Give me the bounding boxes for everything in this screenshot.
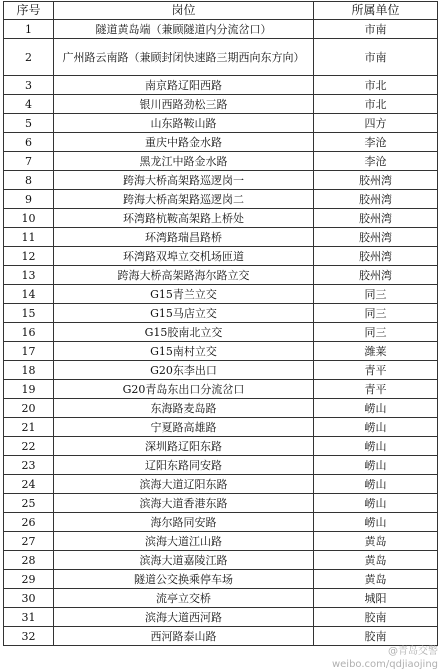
row-unit: 胶州湾 [314,247,438,266]
row-index: 11 [4,228,54,247]
row-post: 广州路云南路（兼顾封闭快速路三期西向东方向） [54,39,314,76]
table-row [4,114,438,133]
row-unit: 崂山 [314,456,438,475]
row-index: 9 [4,190,54,209]
watermark-handle: @青岛交警 [388,646,438,657]
row-post: 隧道黄岛端（兼顾隧道内分流岔口） [54,20,314,39]
row-index: 28 [4,551,54,570]
table-row [4,228,438,247]
row-post: 滨海大道香港东路 [54,494,314,513]
weibo-watermark [332,645,438,671]
table-row [4,152,438,171]
row-index: 23 [4,456,54,475]
row-unit: 四方 [314,114,438,133]
row-post: 宁夏路高雄路 [54,418,314,437]
row-unit: 同三 [314,285,438,304]
row-unit: 胶州湾 [314,209,438,228]
row-index: 31 [4,608,54,627]
table-row [4,380,438,399]
row-index: 5 [4,114,54,133]
table-row [4,608,438,627]
row-index: 16 [4,323,54,342]
row-post: G15马店立交 [54,304,314,323]
table-row [4,627,438,646]
row-unit: 胶州湾 [314,190,438,209]
row-index: 1 [4,20,54,39]
row-index: 3 [4,76,54,95]
row-unit: 黄岛 [314,532,438,551]
row-index: 27 [4,532,54,551]
row-unit: 同三 [314,323,438,342]
row-post: 山东路鞍山路 [54,114,314,133]
row-index: 25 [4,494,54,513]
table-row [4,437,438,456]
post-table [3,1,438,646]
row-index: 7 [4,152,54,171]
row-index: 2 [4,39,54,76]
table-row [4,209,438,228]
row-unit: 崂山 [314,437,438,456]
row-index: 24 [4,475,54,494]
header-index: 序号 [4,2,54,20]
row-unit: 崂山 [314,418,438,437]
row-post: G20东李出口 [54,361,314,380]
row-index: 22 [4,437,54,456]
table-row [4,95,438,114]
watermark-url: weibo.com/qdjiaojing [331,659,438,670]
row-index: 30 [4,589,54,608]
row-unit: 潍莱 [314,342,438,361]
table-row [4,551,438,570]
row-index: 8 [4,171,54,190]
row-post: 环湾路瑞昌路桥 [54,228,314,247]
table-row [4,342,438,361]
row-post: 跨海大桥高架路巡逻岗一 [54,171,314,190]
row-post: 环湾路双埠立交机场匝道 [54,247,314,266]
row-index: 10 [4,209,54,228]
row-unit: 胶州湾 [314,266,438,285]
row-unit: 黄岛 [314,551,438,570]
row-unit: 市北 [314,95,438,114]
table-row [4,361,438,380]
row-index: 6 [4,133,54,152]
table-row [4,418,438,437]
row-unit: 胶州湾 [314,228,438,247]
row-unit: 胶州湾 [314,171,438,190]
header-unit: 所属单位 [314,2,438,20]
table-row [4,20,438,39]
row-index: 32 [4,627,54,646]
row-unit: 崂山 [314,513,438,532]
row-index: 21 [4,418,54,437]
row-post: 海尔路同安路 [54,513,314,532]
row-post: 银川西路劲松三路 [54,95,314,114]
row-post: 滨海大道辽阳东路 [54,475,314,494]
row-index: 18 [4,361,54,380]
row-post: G15南村立交 [54,342,314,361]
row-unit: 崂山 [314,475,438,494]
table-row [4,247,438,266]
table-row [4,456,438,475]
table-row [4,532,438,551]
row-unit: 市南 [314,39,438,76]
row-unit: 胶南 [314,627,438,646]
row-index: 15 [4,304,54,323]
row-unit: 市北 [314,76,438,95]
row-index: 26 [4,513,54,532]
table-row [4,399,438,418]
table-row [4,570,438,589]
row-index: 19 [4,380,54,399]
row-unit: 崂山 [314,494,438,513]
row-index: 20 [4,399,54,418]
row-unit: 李沧 [314,133,438,152]
table-row [4,323,438,342]
row-unit: 青平 [314,380,438,399]
row-unit: 同三 [314,304,438,323]
row-unit: 崂山 [314,399,438,418]
header-post: 岗位 [54,2,314,20]
table-row [4,266,438,285]
row-unit: 市南 [314,20,438,39]
row-unit: 黄岛 [314,570,438,589]
row-post: 东海路麦岛路 [54,399,314,418]
row-post: G15青兰立交 [54,285,314,304]
row-unit: 胶南 [314,608,438,627]
table-row [4,589,438,608]
row-post: 流亭立交桥 [54,589,314,608]
row-index: 17 [4,342,54,361]
table-row [4,171,438,190]
row-index: 4 [4,95,54,114]
row-post: 西河路泰山路 [54,627,314,646]
row-post: 跨海大桥高架路巡逻岗二 [54,190,314,209]
row-post: 辽阳东路同安路 [54,456,314,475]
table-row [4,190,438,209]
row-post: 隧道公交换乘停车场 [54,570,314,589]
table-row [4,494,438,513]
row-post: 重庆中路金水路 [54,133,314,152]
row-unit: 城阳 [314,589,438,608]
table-row [4,285,438,304]
row-index: 29 [4,570,54,589]
row-post: 环湾路杭鞍高架路上桥处 [54,209,314,228]
table-row [4,475,438,494]
row-index: 12 [4,247,54,266]
row-post: G20青岛东出口分流岔口 [54,380,314,399]
row-unit: 青平 [314,361,438,380]
row-post: 滨海大道西河路 [54,608,314,627]
table-header-row [4,2,438,20]
row-post: 跨海大桥高架路海尔路立交 [54,266,314,285]
table-row [4,304,438,323]
row-post: G15胶南北立交 [54,323,314,342]
row-index: 13 [4,266,54,285]
row-unit: 李沧 [314,152,438,171]
row-post: 滨海大道嘉陵江路 [54,551,314,570]
table-row [4,513,438,532]
row-post: 南京路辽阳西路 [54,76,314,95]
row-post: 滨海大道江山路 [54,532,314,551]
table-row [4,39,438,76]
row-post: 黑龙江中路金水路 [54,152,314,171]
row-index: 14 [4,285,54,304]
table-row [4,76,438,95]
row-post: 深圳路辽阳东路 [54,437,314,456]
table-row [4,133,438,152]
